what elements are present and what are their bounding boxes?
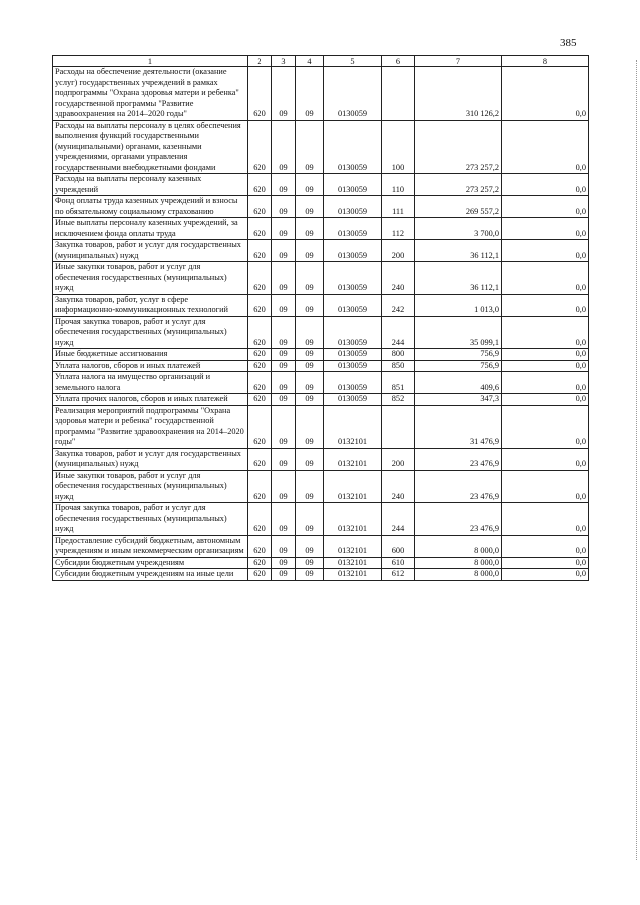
cell-amount: 8 000,0 [415,557,502,569]
cell-amount-2: 0,0 [502,316,589,349]
row-name: Иные закупки товаров, работ и услуг для обеспечения государственных (муниципальных) нужд [53,262,248,295]
cell-amount-2: 0,0 [502,120,589,174]
row-name: Иные выплаты персоналу казенных учреждений, за исключением фонда оплаты труда [53,218,248,240]
row-name: Предоставление субсидий бюджетным, автономным учреждениям и иным некоммерческим организациям [53,535,248,557]
table-row [53,120,589,174]
table-row [53,360,589,372]
cell-csr: 0130059 [324,372,382,394]
cell-amount-2: 0,0 [502,535,589,557]
cell-pr: 09 [296,569,324,581]
cell-rz: 09 [272,535,296,557]
cell-rz: 09 [272,120,296,174]
cell-pr: 09 [296,372,324,394]
cell-vr: 100 [382,120,415,174]
cell-csr: 0130059 [324,240,382,262]
cell-pr: 09 [296,535,324,557]
cell-pr: 09 [296,67,324,121]
table-row [53,503,589,536]
table-row [53,218,589,240]
cell-amount-2: 0,0 [502,503,589,536]
cell-gr: 620 [248,240,272,262]
table-row [53,394,589,406]
cell-amount: 8 000,0 [415,535,502,557]
cell-rz: 09 [272,405,296,448]
cell-amount: 347,3 [415,394,502,406]
cell-vr: 851 [382,372,415,394]
cell-pr: 09 [296,316,324,349]
cell-vr: 852 [382,394,415,406]
cell-pr: 09 [296,262,324,295]
cell-csr: 0130059 [324,67,382,121]
cell-rz: 09 [272,196,296,218]
cell-gr: 620 [248,372,272,394]
cell-csr: 0130059 [324,316,382,349]
cell-csr: 0130059 [324,349,382,361]
cell-amount: 23 476,9 [415,470,502,503]
cell-csr: 0132101 [324,405,382,448]
cell-csr: 0130059 [324,196,382,218]
cell-vr: 200 [382,448,415,470]
cell-rz: 09 [272,262,296,295]
cell-pr: 09 [296,218,324,240]
cell-amount: 23 476,9 [415,503,502,536]
cell-pr: 09 [296,294,324,316]
cell-csr: 0130059 [324,218,382,240]
table-row [53,349,589,361]
cell-csr: 0132101 [324,503,382,536]
cell-csr: 0132101 [324,557,382,569]
row-name: Субсидии бюджетным учреждениям [53,557,248,569]
cell-csr: 0130059 [324,262,382,295]
cell-amount-2: 0,0 [502,372,589,394]
cell-gr: 620 [248,67,272,121]
cell-gr: 620 [248,503,272,536]
cell-pr: 09 [296,470,324,503]
cell-csr: 0132101 [324,569,382,581]
cell-amount: 36 112,1 [415,262,502,295]
cell-csr: 0132101 [324,535,382,557]
cell-amount-2: 0,0 [502,557,589,569]
cell-vr: 244 [382,503,415,536]
cell-gr: 620 [248,448,272,470]
cell-gr: 620 [248,120,272,174]
cell-vr: 240 [382,470,415,503]
cell-gr: 620 [248,294,272,316]
cell-rz: 09 [272,67,296,121]
cell-vr: 240 [382,262,415,295]
table-row [53,262,589,295]
row-name: Субсидии бюджетным учреждениям на иные цели [53,569,248,581]
cell-amount: 756,9 [415,349,502,361]
cell-csr: 0130059 [324,394,382,406]
cell-amount: 756,9 [415,360,502,372]
cell-pr: 09 [296,557,324,569]
cell-rz: 09 [272,240,296,262]
cell-rz: 09 [272,503,296,536]
cell-gr: 620 [248,174,272,196]
cell-amount-2: 0,0 [502,174,589,196]
row-name: Уплата прочих налогов, сборов и иных платежей [53,394,248,406]
cell-rz: 09 [272,470,296,503]
table-row [53,196,589,218]
cell-csr: 0130059 [324,294,382,316]
cell-vr [382,405,415,448]
column-header: 7 [415,56,502,67]
cell-rz: 09 [272,294,296,316]
cell-amount-2: 0,0 [502,470,589,503]
column-header: 2 [248,56,272,67]
row-name: Уплата налога на имущество организаций и земельного налога [53,372,248,394]
table-row [53,405,589,448]
row-name: Иные закупки товаров, работ и услуг для обеспечения государственных (муниципальных) нужд [53,470,248,503]
row-name: Расходы на выплаты персоналу в целях обеспечения выполнения функций государственными (муниципальными) органами, казенными учреждениями, органами управления государственными внебюджетными фондами [53,120,248,174]
cell-csr: 0132101 [324,448,382,470]
cell-vr: 600 [382,535,415,557]
cell-pr: 09 [296,196,324,218]
cell-gr: 620 [248,535,272,557]
row-name: Закупка товаров, работ и услуг для государственных (муниципальных) нужд [53,240,248,262]
table-row [53,372,589,394]
cell-vr: 242 [382,294,415,316]
cell-vr: 244 [382,316,415,349]
cell-gr: 620 [248,470,272,503]
cell-amount: 31 476,9 [415,405,502,448]
table-row [53,448,589,470]
cell-pr: 09 [296,174,324,196]
cell-amount-2: 0,0 [502,240,589,262]
cell-amount: 36 112,1 [415,240,502,262]
cell-gr: 620 [248,569,272,581]
cell-csr: 0130059 [324,174,382,196]
cell-amount: 269 557,2 [415,196,502,218]
cell-vr: 111 [382,196,415,218]
cell-gr: 620 [248,557,272,569]
cell-amount: 273 257,2 [415,120,502,174]
cell-amount-2: 0,0 [502,394,589,406]
cell-rz: 09 [272,349,296,361]
cell-amount-2: 0,0 [502,262,589,295]
cell-pr: 09 [296,360,324,372]
cell-pr: 09 [296,240,324,262]
column-header: 1 [53,56,248,67]
row-name: Прочая закупка товаров, работ и услуг для обеспечения государственных (муниципальных) нужд [53,503,248,536]
cell-amount: 409,6 [415,372,502,394]
table-row [53,569,589,581]
cell-vr: 200 [382,240,415,262]
budget-table [52,55,589,581]
cell-amount: 8 000,0 [415,569,502,581]
cell-amount-2: 0,0 [502,294,589,316]
cell-amount: 23 476,9 [415,448,502,470]
cell-rz: 09 [272,448,296,470]
cell-amount: 310 126,2 [415,67,502,121]
cell-gr: 620 [248,349,272,361]
cell-pr: 09 [296,349,324,361]
row-name: Реализация мероприятий подпрограммы "Охрана здоровья матери и ребенка" государственной программы "Развитие здравоохранения на 2014–2020 годы" [53,405,248,448]
table-row [53,67,589,121]
cell-csr: 0132101 [324,470,382,503]
cell-gr: 620 [248,316,272,349]
cell-pr: 09 [296,405,324,448]
cell-amount-2: 0,0 [502,569,589,581]
cell-amount: 35 099,1 [415,316,502,349]
cell-gr: 620 [248,360,272,372]
column-header: 6 [382,56,415,67]
table-row [53,174,589,196]
cell-rz: 09 [272,218,296,240]
cell-pr: 09 [296,503,324,536]
column-header: 8 [502,56,589,67]
header-row [53,56,589,67]
cell-rz: 09 [272,557,296,569]
cell-rz: 09 [272,569,296,581]
cell-amount-2: 0,0 [502,218,589,240]
scan-edge [634,60,637,860]
row-name: Расходы на обеспечение деятельности (оказание услуг) государственных учреждений в рамках подпрограммы "Охрана здоровья матери и ребенка" государственной программы "Развитие здравоохранения на 2014–2020 годы" [53,67,248,121]
cell-gr: 620 [248,405,272,448]
table-row [53,240,589,262]
cell-amount-2: 0,0 [502,360,589,372]
column-header: 5 [324,56,382,67]
column-header: 3 [272,56,296,67]
cell-pr: 09 [296,448,324,470]
cell-vr: 850 [382,360,415,372]
cell-vr: 610 [382,557,415,569]
cell-vr: 800 [382,349,415,361]
cell-csr: 0130059 [324,360,382,372]
cell-amount-2: 0,0 [502,196,589,218]
cell-amount: 1 013,0 [415,294,502,316]
cell-vr: 612 [382,569,415,581]
table-row [53,316,589,349]
cell-pr: 09 [296,120,324,174]
cell-amount-2: 0,0 [502,405,589,448]
table-row [53,470,589,503]
row-name: Закупка товаров, работ, услуг в сфере информационно-коммуникационных технологий [53,294,248,316]
column-header: 4 [296,56,324,67]
row-name: Уплата налогов, сборов и иных платежей [53,360,248,372]
cell-rz: 09 [272,316,296,349]
row-name: Расходы на выплаты персоналу казенных учреждений [53,174,248,196]
cell-gr: 620 [248,394,272,406]
cell-rz: 09 [272,372,296,394]
cell-gr: 620 [248,218,272,240]
table-row [53,535,589,557]
page-number: 385 [560,37,577,49]
cell-amount: 273 257,2 [415,174,502,196]
cell-amount-2: 0,0 [502,349,589,361]
table-row [53,294,589,316]
cell-amount: 3 700,0 [415,218,502,240]
cell-csr: 0130059 [324,120,382,174]
row-name: Фонд оплаты труда казенных учреждений и взносы по обязательному социальному страхованию [53,196,248,218]
cell-rz: 09 [272,360,296,372]
row-name: Иные бюджетные ассигнования [53,349,248,361]
cell-pr: 09 [296,394,324,406]
cell-gr: 620 [248,262,272,295]
row-name: Прочая закупка товаров, работ и услуг для обеспечения государственных (муниципальных) нужд [53,316,248,349]
cell-vr [382,67,415,121]
cell-vr: 110 [382,174,415,196]
cell-vr: 112 [382,218,415,240]
row-name: Закупка товаров, работ и услуг для государственных (муниципальных) нужд [53,448,248,470]
cell-rz: 09 [272,394,296,406]
cell-rz: 09 [272,174,296,196]
cell-amount-2: 0,0 [502,448,589,470]
table-row [53,557,589,569]
cell-gr: 620 [248,196,272,218]
cell-amount-2: 0,0 [502,67,589,121]
